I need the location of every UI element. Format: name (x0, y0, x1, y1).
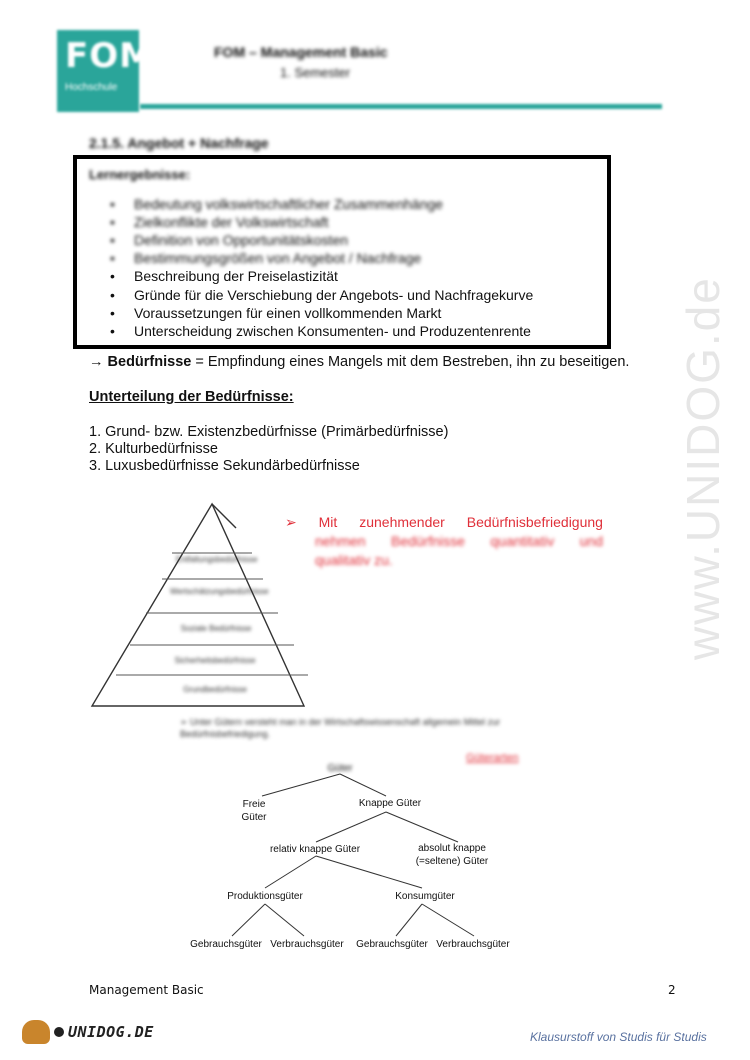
lern-item: • Bestimmungsgrößen von Angebot / Nachfrage (110, 250, 422, 266)
lern-item: • Unterscheidung zwischen Konsumenten- und Produzentenrente (110, 323, 531, 339)
page-number: 2 (668, 983, 676, 997)
logo-subtext: Hochschule (65, 82, 118, 93)
dog-icon (22, 1020, 50, 1044)
arrow: → (89, 354, 104, 370)
footer-title: Management Basic (89, 983, 204, 997)
header-rule (140, 104, 662, 109)
tree-freie-gueter: Freie Güter (241, 799, 267, 823)
lernergebnisse-title: Lernergebnisse: (89, 167, 191, 182)
header-title: FOM – Management Basic (214, 44, 388, 60)
red-word: und (579, 533, 603, 549)
lern-item: • Bedeutung volkswirtschaftlicher Zusammenhänge (110, 196, 443, 212)
pyramid-level: Entfaltungsbedürfnisse (176, 555, 258, 564)
tree-produktionsgueter: Produktionsgüter (227, 891, 303, 902)
unterteilung-heading: Unterteilung der Bedürfnisse: (89, 389, 294, 405)
tree-relativ-knappe: relativ knappe Güter (269, 844, 361, 855)
red-note-line (285, 532, 603, 551)
tree-knappe-gueter: Knappe Güter (358, 798, 422, 809)
tree-verbrauchsgueter: Verbrauchsgüter (270, 939, 344, 950)
red-word: Bedürfnisse (391, 533, 465, 549)
unidog-brand (22, 1020, 154, 1044)
gueterarten-label: Güterarten (466, 752, 519, 764)
red-word: Bedürfnisbefriedigung (466, 514, 603, 530)
lern-item: • Definition von Opportunitätskosten (110, 232, 349, 248)
red-word: Mit (318, 514, 338, 530)
tree-gebrauchsgueter: Gebrauchsgüter (356, 939, 428, 950)
red-word: quantitativ (490, 533, 555, 549)
lern-item: • Voraussetzungen für einen vollkommenden Markt (110, 305, 442, 321)
tree-root: Güter (327, 763, 353, 774)
box-gap (611, 153, 617, 263)
red-note-line: qualitativ zu. (315, 552, 393, 568)
red-note (285, 513, 603, 570)
list-item: 1. Grund- bzw. Existenzbedürfnisse (Primärbedürfnisse) (89, 424, 449, 440)
tree-absolut-knappe: absolut knappe (418, 843, 486, 854)
section-heading: 2.1.5. Angebot + Nachfrage (89, 135, 269, 151)
pyramid-level: Soziale Bedürfnisse (180, 624, 252, 633)
list-item: 3. Luxusbedürfnisse Sekundärbedürfnisse (89, 458, 360, 474)
definition-text: = Empfindung eines Mangels mit dem Bestreben, ihn zu beseitigen. (191, 354, 630, 370)
red-word: nehmen (315, 533, 366, 549)
logo-text: FOM (65, 36, 154, 76)
red-note-line (285, 513, 603, 532)
lern-item: • Gründe für die Verschiebung der Angebots- und Nachfragekurve (110, 287, 534, 303)
gueter-tree (180, 760, 540, 950)
tree-konsumgueter: Konsumgüter (395, 891, 455, 902)
tree-verbrauchsgueter: Verbrauchsgüter (436, 939, 510, 950)
pyramid-level: Grundbedürfnisse (183, 685, 247, 694)
list-item: 2. Kulturbedürfnisse (89, 441, 218, 457)
gueter-note-text: Unter Gütern versteht man in der Wirtschaftswissenschaft allgemein Mittel zur Bedürfnisbefriedigung. (180, 717, 501, 739)
tree-seltene-gueter: (=seltene) Güter (415, 856, 489, 867)
definition-line (89, 354, 629, 370)
beduerfnis-pyramid (88, 500, 312, 710)
pyramid-level: Sicherheitsbedürfnisse (174, 656, 256, 665)
brand-text: UNIDOG.DE (68, 1023, 154, 1041)
lern-item: • Zielkonflikte der Volkswirtschaft (110, 214, 329, 230)
red-note-marker: ➢ (285, 514, 297, 530)
pyramid-level: Wertschätzungsbedürfnisse (170, 587, 269, 596)
paw-icon (54, 1027, 64, 1037)
tagline: Klausurstoff von Studis für Studis (530, 1030, 707, 1044)
gueter-note (180, 716, 570, 740)
definition-term: Bedürfnisse (107, 354, 192, 370)
fom-logo (57, 30, 154, 112)
lern-item: • Beschreibung der Preiselastizität (110, 268, 338, 284)
tree-gebrauchsgueter: Gebrauchsgüter (190, 939, 262, 950)
watermark: www.UNIDOG.de (677, 276, 729, 660)
header-subtitle: 1. Semester (280, 65, 351, 80)
gueter-note-marker: ➢ (180, 717, 191, 727)
red-word: zunehmender (359, 514, 445, 530)
